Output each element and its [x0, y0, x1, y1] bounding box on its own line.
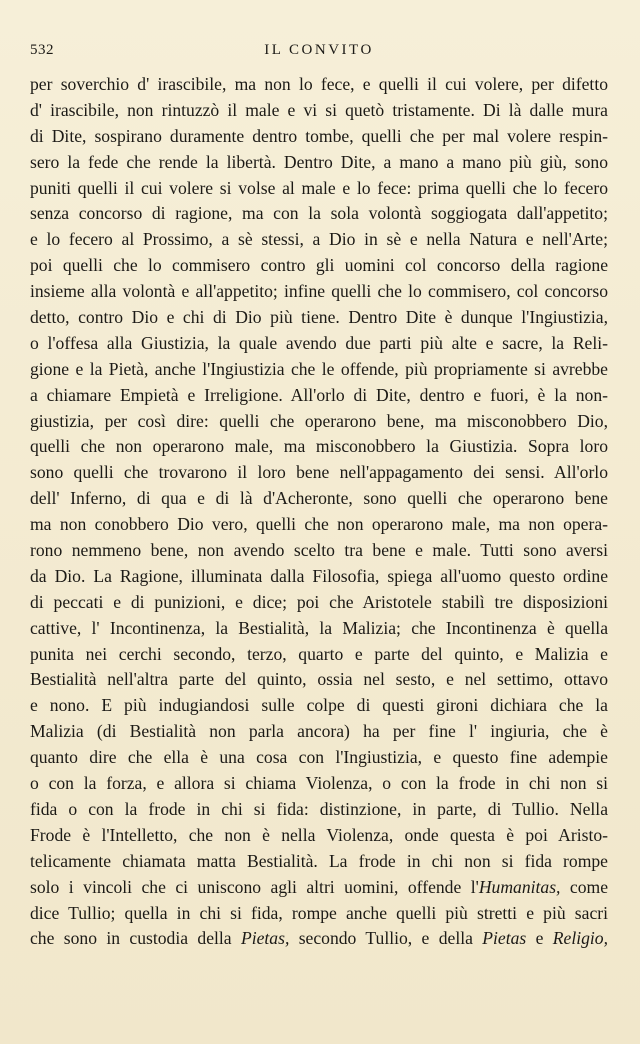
- text-segment: e: [526, 928, 553, 949]
- text-line: a chiamare Empietà e Irreligione. All'orlo di Dite, dentro e fuori, è la non-: [30, 384, 608, 405]
- text-line: giustizia, per così dire: quelli che operarono bene, ma misconobbero Dio,: [30, 410, 608, 431]
- text-line: Malizia (di Bestialità non parla ancora) ha per fine l' ingiuria, che è: [30, 721, 608, 742]
- text-line: fida o con la frode in chi si fida: distinzione, in parte, di Tullio. Nella: [30, 798, 608, 819]
- italic-term: Religio,: [552, 928, 608, 949]
- text-line: Bestialità nell'altra parte del quinto, ossia nel sesto, e nel settimo, ottavo: [30, 669, 608, 690]
- text-line: d' irascibile, non rintuzzò il male e vi si quetò tristamente. Di là dalle mura: [30, 99, 608, 120]
- text-line: ma non conobbero Dio vero, quelli che non operarono male, ma non opera-: [30, 514, 608, 535]
- text-line: rono nemmeno bene, non avendo scelto tra bene e male. Tutti sono aversi: [30, 540, 608, 561]
- text-line: e lo fecero al Prossimo, a sè stessi, a Dio in sè e nella Natura e nell'Arte;: [30, 229, 608, 250]
- text-line: telicamente chiamata matta Bestialità. La frode in chi non si fida rompe: [30, 850, 608, 871]
- text-line: Frode è l'Intelletto, che non è nella Violenza, onde questa è poi Aristo-: [30, 824, 608, 845]
- text-line: senza concorso di ragione, ma con la sola volontà soggiogata dall'appetito;: [30, 203, 608, 224]
- text-line: quelli che non operarono male, ma misconobbero la Giustizia. Sopra loro: [30, 436, 608, 457]
- text-line: gione e la Pietà, anche l'Ingiustizia che le offende, più propriamente si avrebbe: [30, 358, 608, 379]
- text-line: e nono. E più indugiandosi sulle colpe di questi gironi dichiara che la: [30, 695, 608, 716]
- text-line: per soverchio d' irascibile, ma non lo fece, e quelli il cui volere, per difetto: [30, 74, 608, 94]
- text-line: [30, 875, 608, 901]
- italic-term: Pietas: [482, 928, 527, 949]
- body-text: [30, 72, 608, 952]
- italic-term: Pietas,: [240, 928, 290, 949]
- text-line: punita nei cerchi secondo, terzo, quarto e parte del quinto, e Malizia e: [30, 643, 608, 664]
- text-line: o l'offesa alla Giustizia, la quale avendo due parti più alte e sacre, la Reli-: [30, 332, 608, 353]
- text-segment: solo i vincoli che ci uniscono agli altri uomini, offende l': [30, 876, 479, 897]
- text-line: cattive, l' Incontinenza, la Bestialità, la Malizia; che Incontinenza è quella: [30, 617, 608, 638]
- text-segment: come: [560, 876, 608, 897]
- text-segment: che sono in custodia della: [30, 928, 241, 949]
- text-line: insieme alla volontà e all'appetito; infine quelli che lo commisero, col concorso: [30, 281, 608, 302]
- text-line: puniti quelli il cui volere si volse al male e lo fece: prima quelli che lo fecero: [30, 177, 608, 198]
- text-segment: secondo Tullio, e della: [289, 928, 483, 949]
- text-line: da Dio. La Ragione, illuminata dalla Filosofia, spiega all'uomo questo ordine: [30, 565, 608, 586]
- italic-term: Humanitas,: [478, 876, 561, 897]
- text-line: sono quelli che trovarono il loro bene nell'appagamento dei sensi. All'orlo: [30, 462, 608, 483]
- text-line: quanto dire che ella è una cosa con l'Ingiustizia, e questo fine adempie: [30, 747, 608, 768]
- running-title: IL CONVITO: [264, 42, 374, 58]
- text-line: o con la forza, e allora si chiama Violenza, o con la frode in chi non si: [30, 773, 608, 794]
- text-line: [30, 926, 608, 952]
- page-number: 532: [30, 42, 54, 58]
- text-line: detto, contro Dio e chi di Dio più tiene. Dentro Dite è dunque l'Ingiustizia,: [30, 307, 608, 328]
- text-line: sero la fede che rende la libertà. Dentro Dite, a mano a mano più giù, sono: [30, 151, 608, 172]
- text-line: di Dite, sospirano duramente dentro tombe, quelli che per mal volere respin-: [30, 125, 608, 146]
- text-line: di peccati e di punizioni, e dice; poi che Aristotele stabilì tre disposizioni: [30, 591, 608, 612]
- text-line: dice Tullio; quella in chi si fida, rompe anche quelli più stretti e più sacri: [30, 902, 608, 923]
- text-line: poi quelli che lo commisero contro gli uomini col concorso della ragione: [30, 255, 608, 276]
- text-line: dell' Inferno, di qua e di là d'Acheronte, sono quelli che operarono bene: [30, 488, 608, 509]
- page-header: [30, 42, 608, 66]
